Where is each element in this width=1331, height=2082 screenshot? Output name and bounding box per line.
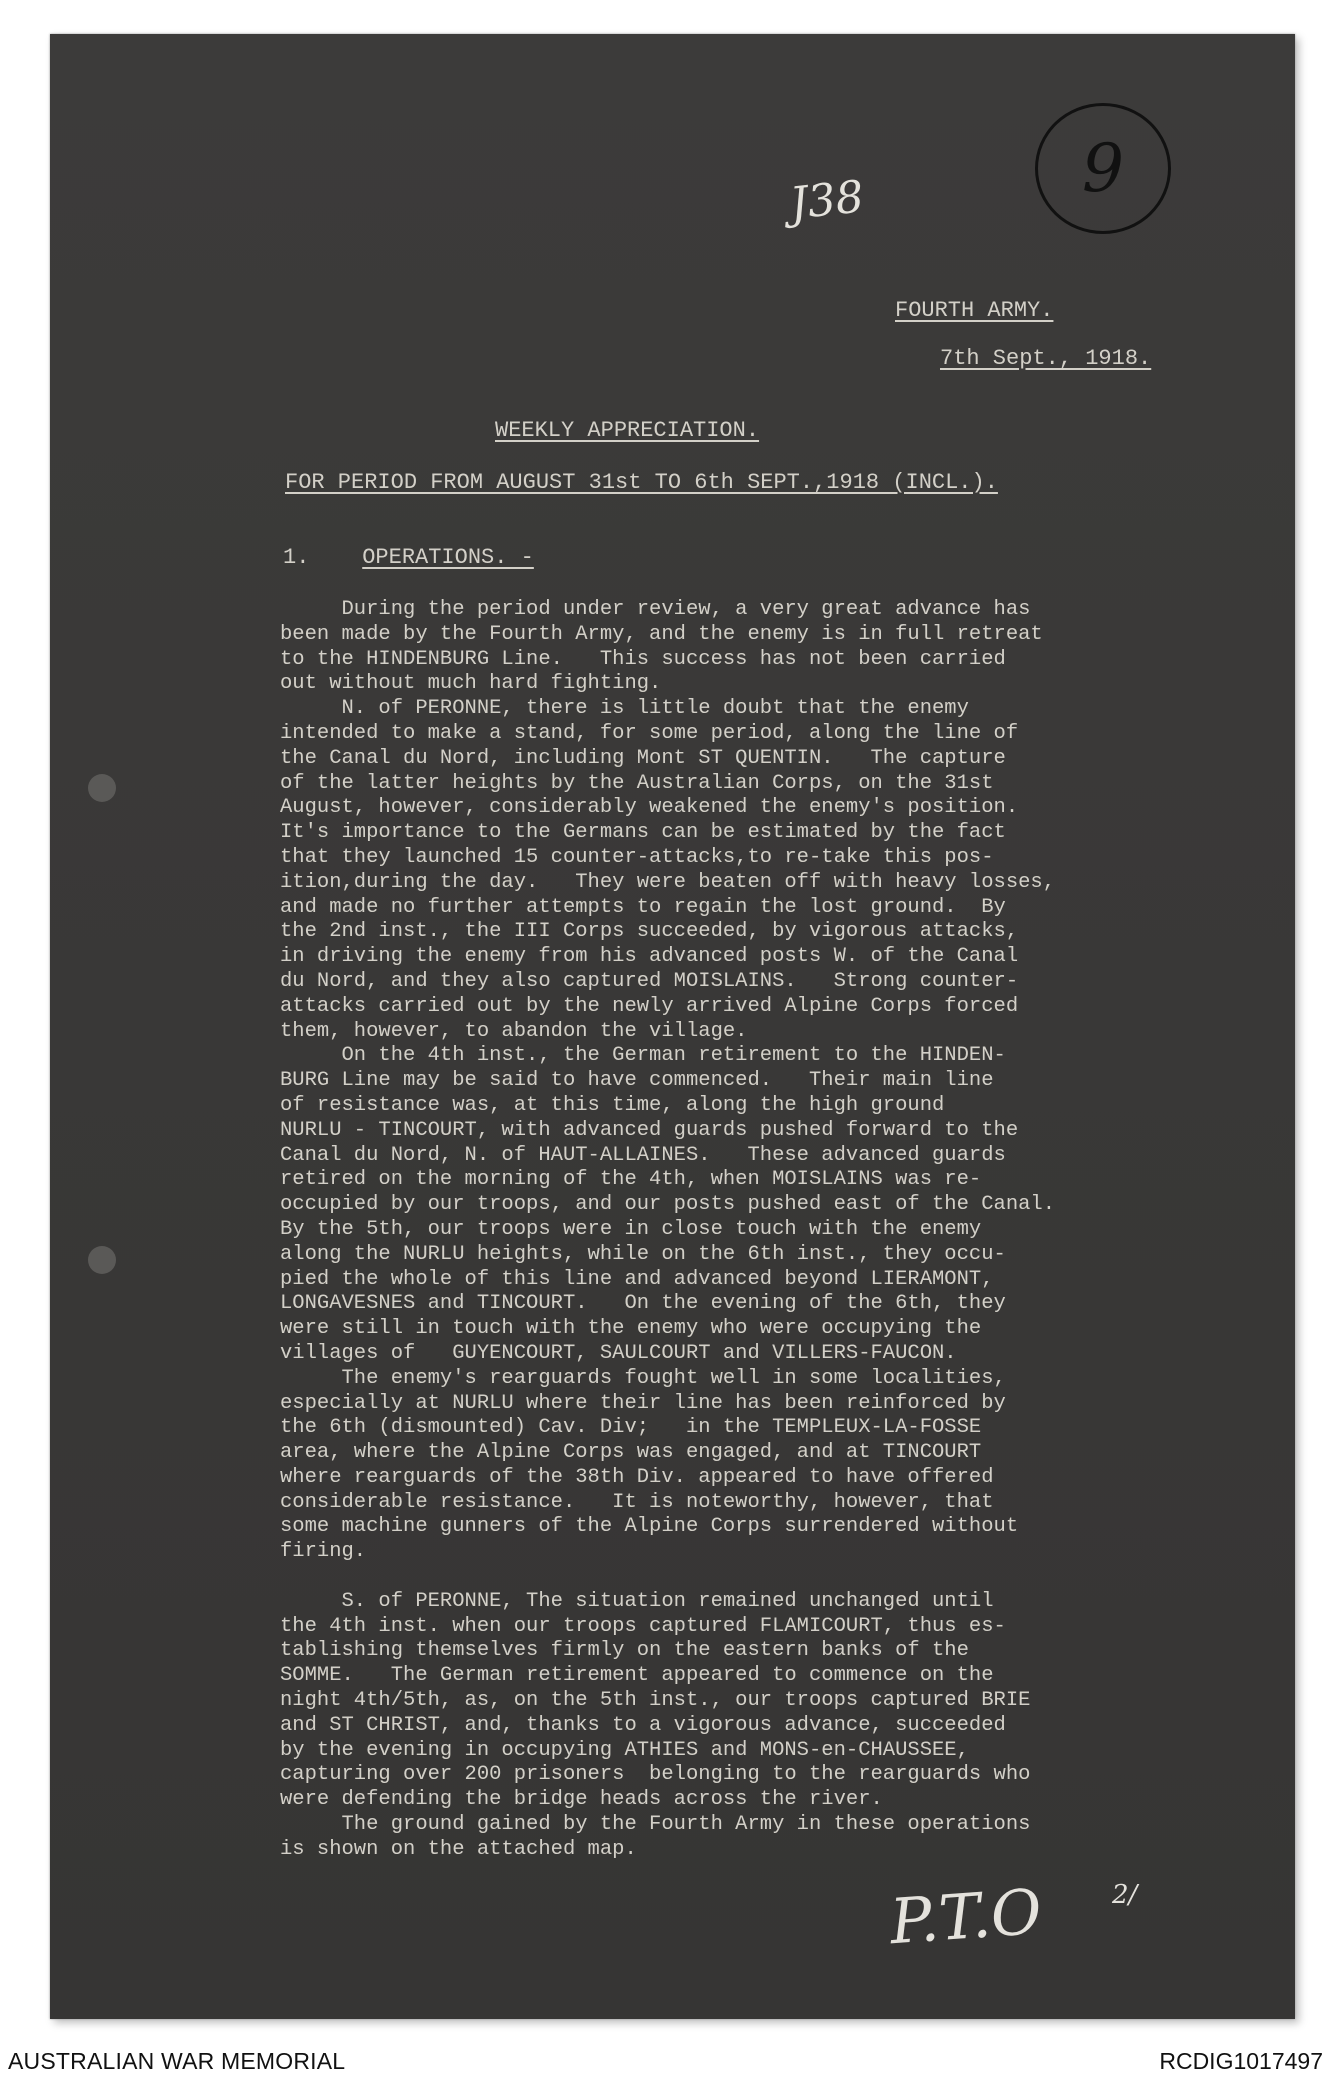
body-line: the 6th (dismounted) Cav. Div; in the TEMPLEUX-LA-FOSSE [280, 1416, 982, 1440]
body-line: night 4th/5th, as, on the 5th inst., our troops captured BRIE [280, 1689, 1031, 1713]
body-line: that they launched 15 counter-attacks,to re-take this pos- [280, 845, 994, 869]
body-line: ition,during the day. They were beaten off with heavy losses, [280, 870, 1056, 894]
body-line: some machine gunners of the Alpine Corps surrendered without [280, 1515, 1019, 1539]
body-line: were defending the bridge heads across the river. [280, 1788, 883, 1812]
body-line: During the period under review, a very great advance has [280, 598, 1031, 621]
circled-number-text: 9 [1082, 130, 1124, 207]
body-line: especially at NURLU where their line has been reinforced by [280, 1391, 1006, 1415]
section-number: 1. [283, 545, 310, 570]
body-line: retired on the morning of the 4th, when MOISLAINS was re- [280, 1168, 982, 1192]
body-line: LONGAVESNES and TINCOURT. On the evening of the 6th, they [280, 1292, 1006, 1316]
circled-page-number [1035, 103, 1171, 234]
body-line: N. of PERONNE, there is little doubt that the enemy [280, 697, 969, 721]
body-line: tablishing themselves firmly on the eastern banks of the [280, 1639, 969, 1663]
body-line: intended to make a stand, for some period, along the line of [280, 721, 1019, 745]
body-line: the 2nd inst., the III Corps succeeded, by vigorous attacks, [280, 920, 1019, 944]
body-line: out without much hard fighting. [280, 672, 662, 696]
body-line: The enemy's rearguards fought well in some localities, [280, 1366, 1006, 1390]
body-line: the 4th inst. when our troops captured FLAMICOURT, thus es- [280, 1614, 1006, 1638]
body-line: S. of PERONNE, The situation remained unchanged until [280, 1589, 994, 1613]
body-line: pied the whole of this line and advanced beyond LIERAMONT, [280, 1267, 994, 1291]
section-heading [283, 545, 534, 570]
body-line: to the HINDENBURG Line. This success has not been carried [280, 647, 1006, 671]
footer-archive-name: AUSTRALIAN WAR MEMORIAL [8, 2048, 346, 2074]
body-line: along the NURLU heights, while on the 6th inst., they occu- [280, 1242, 1006, 1266]
body-text [280, 598, 1260, 1863]
body-line: where rearguards of the 38th Div. appeared to have offered [280, 1465, 994, 1489]
body-line: The ground gained by the Fourth Army in these operations [280, 1813, 1031, 1837]
body-line: du Nord, and they also captured MOISLAINS. Strong counter- [280, 969, 1019, 993]
document-subtitle: FOR PERIOD FROM AUGUST 31st TO 6th SEPT.,1918 (INCL.). [285, 470, 998, 495]
body-line: is shown on the attached map. [280, 1837, 637, 1861]
body-line: the Canal du Nord, including Mont ST QUENTIN. The capture [280, 746, 1006, 770]
handwritten-pto: P.T.O [887, 1874, 1045, 1959]
handwritten-reference: J38 [787, 171, 867, 230]
body-line: occupied by our troops, and our posts pushed east of the Canal. [280, 1193, 1056, 1217]
body-line: considerable resistance. It is noteworthy, however, that [280, 1490, 994, 1514]
body-line: capturing over 200 prisoners belonging to the rearguards who [280, 1763, 1031, 1787]
punch-hole-bottom [88, 1246, 116, 1274]
body-line [280, 1565, 1260, 1590]
body-line: villages of GUYENCOURT, SAULCOURT and VILLERS-FAUCON. [280, 1341, 957, 1365]
body-line: Canal du Nord, N. of HAUT-ALLAINES. These advanced guards [280, 1143, 1006, 1167]
body-line: by the evening in occupying ATHIES and MONS-en-CHAUSSEE, [280, 1738, 969, 1762]
body-line: August, however, considerably weakened the enemy's position. [280, 796, 1019, 820]
body-line: attacks carried out by the newly arrived Alpine Corps forced [280, 994, 1019, 1018]
body-line: NURLU - TINCOURT, with advanced guards pushed forward to the [280, 1118, 1019, 1142]
body-line: and ST CHRIST, and, thanks to a vigorous advance, succeeded [280, 1713, 1006, 1737]
army-heading: FOURTH ARMY. [895, 298, 1054, 323]
body-line: BURG Line may be said to have commenced. Their main line [280, 1069, 994, 1093]
body-line: and made no further attempts to regain the lost ground. By [280, 895, 1006, 919]
body-line: firing. [280, 1540, 367, 1564]
body-line: It's importance to the Germans can be estimated by the fact [280, 821, 1006, 845]
body-line: of the latter heights by the Australian Corps, on the 31st [280, 771, 994, 795]
body-line: SOMME. The German retirement appeared to commence on the [280, 1664, 994, 1688]
body-line: in driving the enemy from his advanced posts W. of the Canal [280, 945, 1019, 969]
body-line: been made by the Fourth Army, and the enemy is in full retreat [280, 622, 1043, 646]
punch-hole-top [88, 774, 116, 802]
body-line: them, however, to abandon the village. [280, 1019, 748, 1043]
body-line: area, where the Alpine Corps was engaged, and at TINCOURT [280, 1441, 982, 1465]
document-date: 7th Sept., 1918. [940, 346, 1152, 371]
body-line: were still in touch with the enemy who were occupying the [280, 1317, 982, 1341]
document-title: WEEKLY APPRECIATION. [495, 418, 760, 443]
body-line: By the 5th, our troops were in close touch with the enemy [280, 1217, 982, 1241]
footer-record-id: RCDIG1017497 [1159, 2048, 1323, 2074]
section-title: OPERATIONS. - [362, 545, 534, 570]
body-line: On the 4th inst., the German retirement to the HINDEN- [280, 1044, 1006, 1068]
handwritten-pto-number: 2/ [1112, 1880, 1138, 1910]
body-line: of resistance was, at this time, along the high ground [280, 1093, 945, 1117]
